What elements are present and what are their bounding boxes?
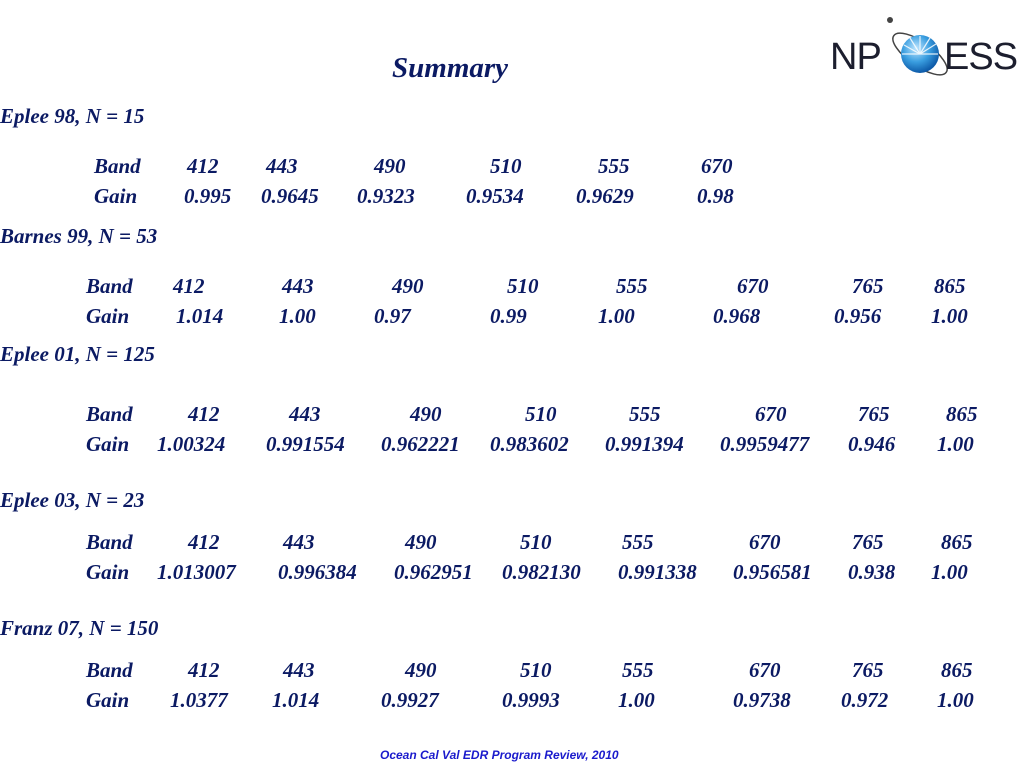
gain-label: Gain [86,560,130,584]
band-value: 555 [622,658,654,682]
gain-value: 0.962221 [381,432,460,456]
npoess-logo [826,12,1016,96]
gain-value: 0.962951 [394,560,473,584]
band-value: 412 [188,402,220,426]
gain-value: 0.9323 [357,184,415,208]
band-value: 510 [520,658,552,682]
gain-value: 0.956 [834,304,882,328]
band-value: 765 [852,274,884,298]
gain-value: 1.014 [176,304,224,328]
gain-value: 0.9959477 [720,432,810,456]
gain-label: Gain [86,688,130,712]
logo-text-right: ESS [944,36,1018,78]
band-value: 490 [392,274,424,298]
gain-value: 0.9927 [381,688,439,712]
section-heading-eplee-01: Eplee 01, N = 125 [0,342,155,366]
band-label: Band [86,530,133,554]
band-value: 670 [749,658,781,682]
section-heading-barnes-99: Barnes 99, N = 53 [0,224,158,248]
gain-value: 0.97 [374,304,411,328]
band-value: 443 [283,658,315,682]
gain-value: 0.938 [848,560,896,584]
band-value: 443 [289,402,321,426]
band-value: 412 [188,530,220,554]
band-value: 412 [188,658,220,682]
band-value: 510 [507,274,539,298]
gain-value: 0.995 [184,184,232,208]
gain-label: Gain [86,432,130,456]
band-value: 765 [858,402,890,426]
band-value: 555 [616,274,648,298]
band-label: Band [86,658,133,682]
gain-value: 1.00324 [157,432,226,456]
gain-value: 0.9738 [733,688,791,712]
gain-value: 0.9645 [261,184,319,208]
section-heading-franz-07: Franz 07, N = 150 [0,616,159,640]
gain-label: Gain [86,304,130,328]
gain-value: 0.98 [697,184,734,208]
section-heading-eplee-03: Eplee 03, N = 23 [0,488,145,512]
band-value: 443 [283,530,315,554]
gain-value: 0.996384 [278,560,357,584]
gain-value: 1.00 [618,688,655,712]
gain-value: 0.9534 [466,184,524,208]
band-value: 670 [755,402,787,426]
gain-value: 1.00 [937,432,974,456]
gain-value: 1.013007 [157,560,236,584]
band-label: Band [86,402,133,426]
band-value: 670 [749,530,781,554]
logo-text-left: NP [830,36,881,78]
gain-value: 1.00 [598,304,635,328]
band-value: 765 [852,530,884,554]
gain-value: 0.982130 [502,560,581,584]
band-value: 555 [622,530,654,554]
band-label: Band [86,274,133,298]
band-value: 412 [187,154,219,178]
band-value: 670 [701,154,733,178]
gain-value: 0.991394 [605,432,684,456]
gain-value: 0.946 [848,432,896,456]
band-value: 510 [525,402,557,426]
band-value: 443 [266,154,298,178]
band-value: 865 [934,274,966,298]
gain-value: 1.00 [279,304,316,328]
band-value: 490 [374,154,406,178]
page-title: Summary [392,52,509,84]
band-value: 865 [946,402,978,426]
band-value: 490 [405,530,437,554]
band-value: 555 [629,402,661,426]
section-heading-eplee-98: Eplee 98, N = 15 [0,104,145,128]
gain-value: 0.99 [490,304,527,328]
gain-value: 1.00 [931,304,968,328]
band-value: 510 [520,530,552,554]
gain-value: 0.956581 [733,560,812,584]
gain-value: 0.983602 [490,432,569,456]
footer-text: Ocean Cal Val EDR Program Review, 2010 [380,748,619,762]
gain-label: Gain [94,184,138,208]
gain-value: 1.014 [272,688,320,712]
gain-value: 1.00 [931,560,968,584]
band-value: 865 [941,530,973,554]
gain-value: 0.968 [713,304,761,328]
gain-value: 1.00 [937,688,974,712]
band-value: 555 [598,154,630,178]
band-value: 510 [490,154,522,178]
band-value: 443 [282,274,314,298]
gain-value: 0.991554 [266,432,345,456]
band-label: Band [94,154,141,178]
gain-value: 1.0377 [170,688,228,712]
gain-value: 0.9993 [502,688,560,712]
gain-value: 0.991338 [618,560,697,584]
gain-value: 0.9629 [576,184,634,208]
gain-value: 0.972 [841,688,889,712]
band-value: 412 [173,274,205,298]
band-value: 865 [941,658,973,682]
band-value: 765 [852,658,884,682]
band-value: 490 [410,402,442,426]
band-value: 670 [737,274,769,298]
band-value: 490 [405,658,437,682]
